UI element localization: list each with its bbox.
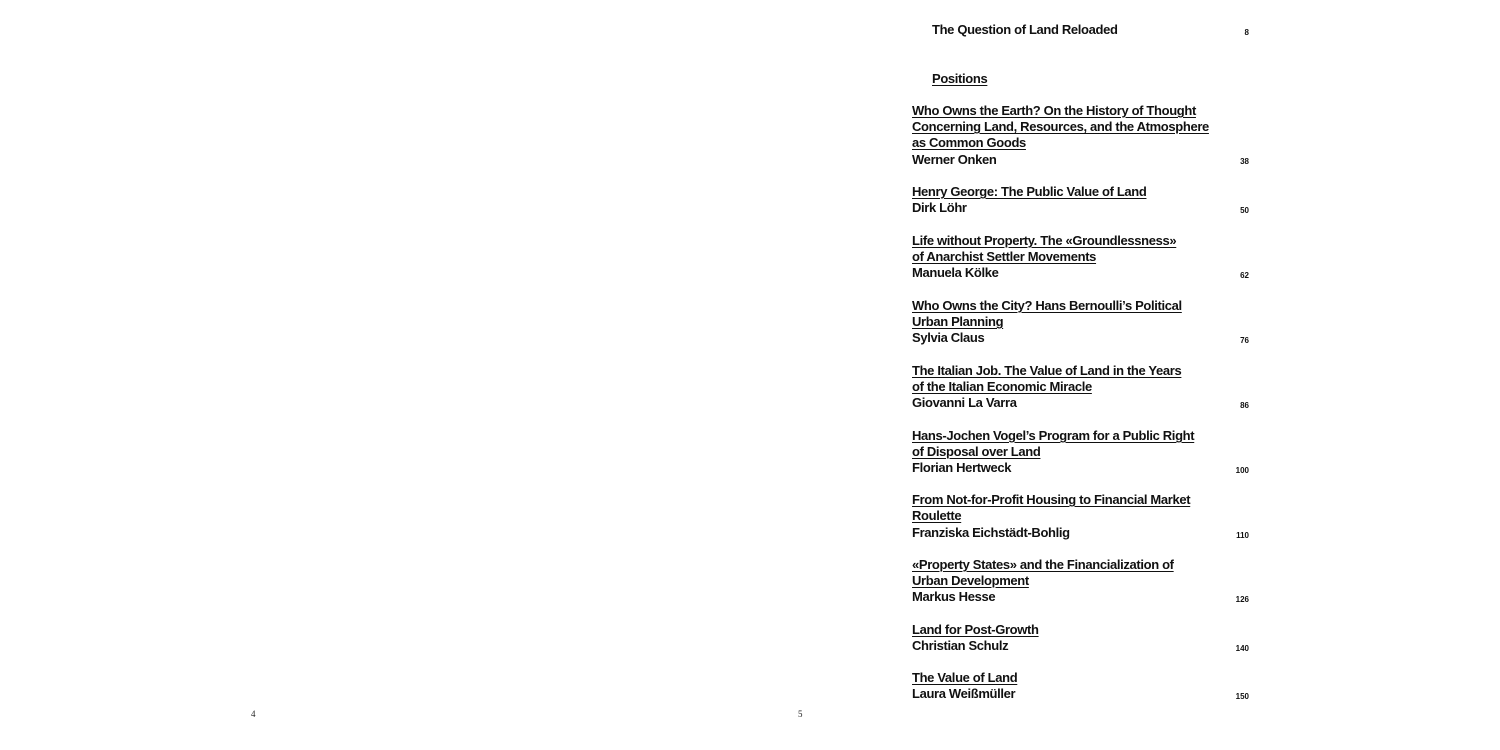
entry-title-line[interactable]: Who Owns the Earth? On the History of Thought [912,103,1196,118]
entry-author: Manuela Kölke [912,265,999,280]
entry-author: Laura Weißmüller [912,686,1016,701]
entry-title-line[interactable]: «Property States» and the Financialization of [912,557,1174,572]
entry-page-number: 100 [1235,466,1249,475]
entry-author: Franziska Eichstädt-Bohlig [912,525,1070,540]
entry-title-line[interactable]: Land for Post-Growth [912,622,1039,637]
entry-page-number: 38 [1240,157,1249,166]
entry-title-line[interactable]: as Common Goods [912,135,1026,150]
entry-page-number: 110 [1236,531,1249,540]
entry-author: Florian Hertweck [912,460,1012,475]
entry-title-line[interactable]: of Anarchist Settler Movements [912,249,1097,264]
entry-title-line[interactable]: Life without Property. The «Groundlessness» [912,233,1177,248]
entry-title-line[interactable]: of Disposal over Land [912,444,1041,459]
entry-title-line[interactable]: Urban Development [912,573,1029,588]
entry-title-line[interactable]: Henry George: The Public Value of Land [912,184,1147,199]
entry-title-line[interactable]: Roulette [912,508,962,523]
entry-author: Dirk Löhr [912,200,967,215]
entry-page-number: 62 [1240,271,1249,280]
entry-page-number: 76 [1240,336,1249,345]
intro-page-number: 8 [1244,28,1249,37]
entry-title-line[interactable]: of the Italian Economic Miracle [912,379,1092,394]
entry-title-line[interactable]: Concerning Land, Resources, and the Atmosphere [912,119,1209,134]
entry-author: Sylvia Claus [912,330,985,345]
entry-author: Giovanni La Varra [912,395,1017,410]
entry-title-line[interactable]: From Not-for-Profit Housing to Financial Market [912,492,1191,507]
entry-author: Christian Schulz [912,638,1009,653]
entry-author: Werner Onken [912,152,997,167]
entry-title-line[interactable]: The Value of Land [912,670,1018,685]
entry-page-number: 150 [1235,692,1249,701]
entry-page-number: 126 [1235,595,1249,604]
entry-title-line[interactable]: Hans-Jochen Vogel’s Program for a Public Right [912,428,1195,443]
entry-author: Markus Hesse [912,589,996,604]
intro-title: The Question of Land Reloaded [932,22,1118,37]
entry-page-number: 140 [1235,644,1249,653]
entry-page-number: 50 [1240,206,1249,215]
entry-title-line[interactable]: Urban Planning [912,314,1004,329]
section-heading: Positions [932,71,988,86]
page-number-right: 5 [798,709,803,719]
entry-page-number: 86 [1240,401,1249,410]
page-number-left: 4 [251,709,256,719]
entry-title-line[interactable]: Who Owns the City? Hans Bernoulli’s Political [912,298,1182,313]
entry-title-line[interactable]: The Italian Job. The Value of Land in the Years [912,363,1182,378]
